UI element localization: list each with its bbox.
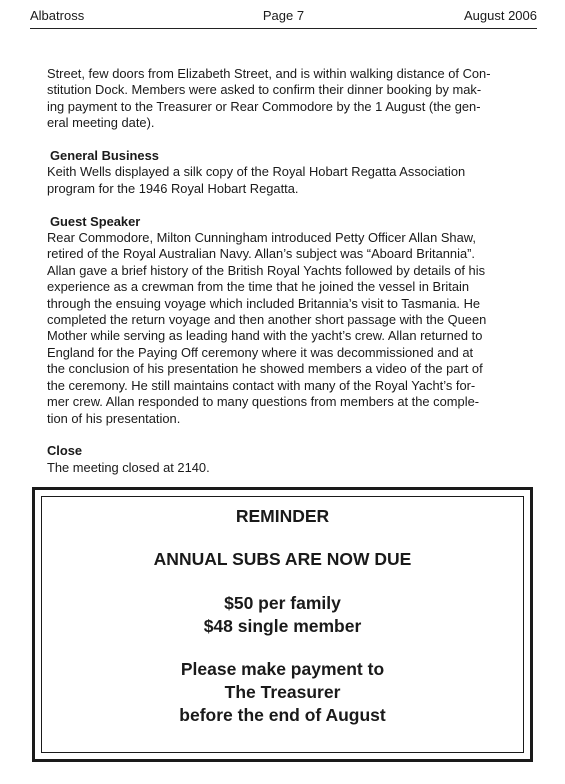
page-header [30, 6, 537, 29]
payment-line: before the end of August [179, 705, 386, 725]
reminder-inner-border [41, 496, 524, 753]
text-line: program for the 1946 Royal Hobart Regatta. [47, 180, 299, 196]
payment-line: Please make payment to [180, 659, 385, 679]
section-heading: Guest Speaker [50, 213, 141, 229]
text-line: completed the return voyage and then another short passage with the Queen [47, 312, 487, 328]
text-line: Allan gave a brief history of the British Royal Yachts followed by details of his [47, 262, 486, 278]
guest-speaker-section [47, 214, 523, 427]
text-line: Keith Wells displayed a silk copy of the Royal Hobart Regatta Association [47, 164, 466, 180]
issue-date: August 2006 [463, 8, 537, 23]
general-business-section [47, 148, 523, 197]
text-line: Mother while serving as leading hand with the yacht’s crew. Allan returned to [47, 328, 483, 344]
subs-due-notice: ANNUAL SUBS ARE NOW DUE [153, 549, 412, 569]
text-line: eral meeting date). [47, 115, 155, 131]
publication-name: Albatross [30, 8, 85, 23]
text-line: England for the Paying Off ceremony where it was decommissioned and at [47, 344, 474, 360]
text-line: The meeting closed at 2140. [47, 459, 210, 475]
fee-single: $48 single member [203, 616, 362, 636]
reminder-box [32, 487, 533, 762]
article-body [47, 66, 523, 476]
text-line: Rear Commodore, Milton Cunningham introduced Petty Officer Allan Shaw, [47, 230, 476, 246]
text-line: ing payment to the Treasurer or Rear Commodore by the 1 August (the gen- [47, 98, 481, 114]
text-line: through the ensuing voyage which included Britannia’s visit to Tasmania. He [47, 295, 481, 311]
payment-line: The Treasurer [224, 682, 341, 702]
fee-family: $50 per family [224, 593, 341, 613]
text-line: the ceremony. He still maintains contact with many of the Royal Yacht’s for- [47, 377, 476, 393]
section-heading: General Business [50, 148, 159, 164]
text-line: Street, few doors from Elizabeth Street, and is within walking distance of Con- [47, 66, 491, 81]
text-line: the conclusion of his presentation he showed members a video of the part of [47, 361, 483, 377]
close-section [47, 443, 523, 476]
section-heading: Close [47, 443, 83, 459]
page-number: Page 7 [262, 8, 305, 23]
text-line: experience as a crewman from the time that he joined the vessel in Britain [47, 279, 470, 295]
reminder-title: REMINDER [235, 506, 330, 526]
intro-paragraph [47, 66, 523, 132]
text-line: retired of the Royal Australian Navy. Allan’s subject was “Aboard Britannia”. [47, 246, 475, 262]
text-line: mer crew. Allan responded to many questions from members at the comple- [47, 394, 480, 410]
text-line: stitution Dock. Members were asked to confirm their dinner booking by mak- [47, 82, 482, 98]
text-line: tion of his presentation. [47, 410, 181, 426]
